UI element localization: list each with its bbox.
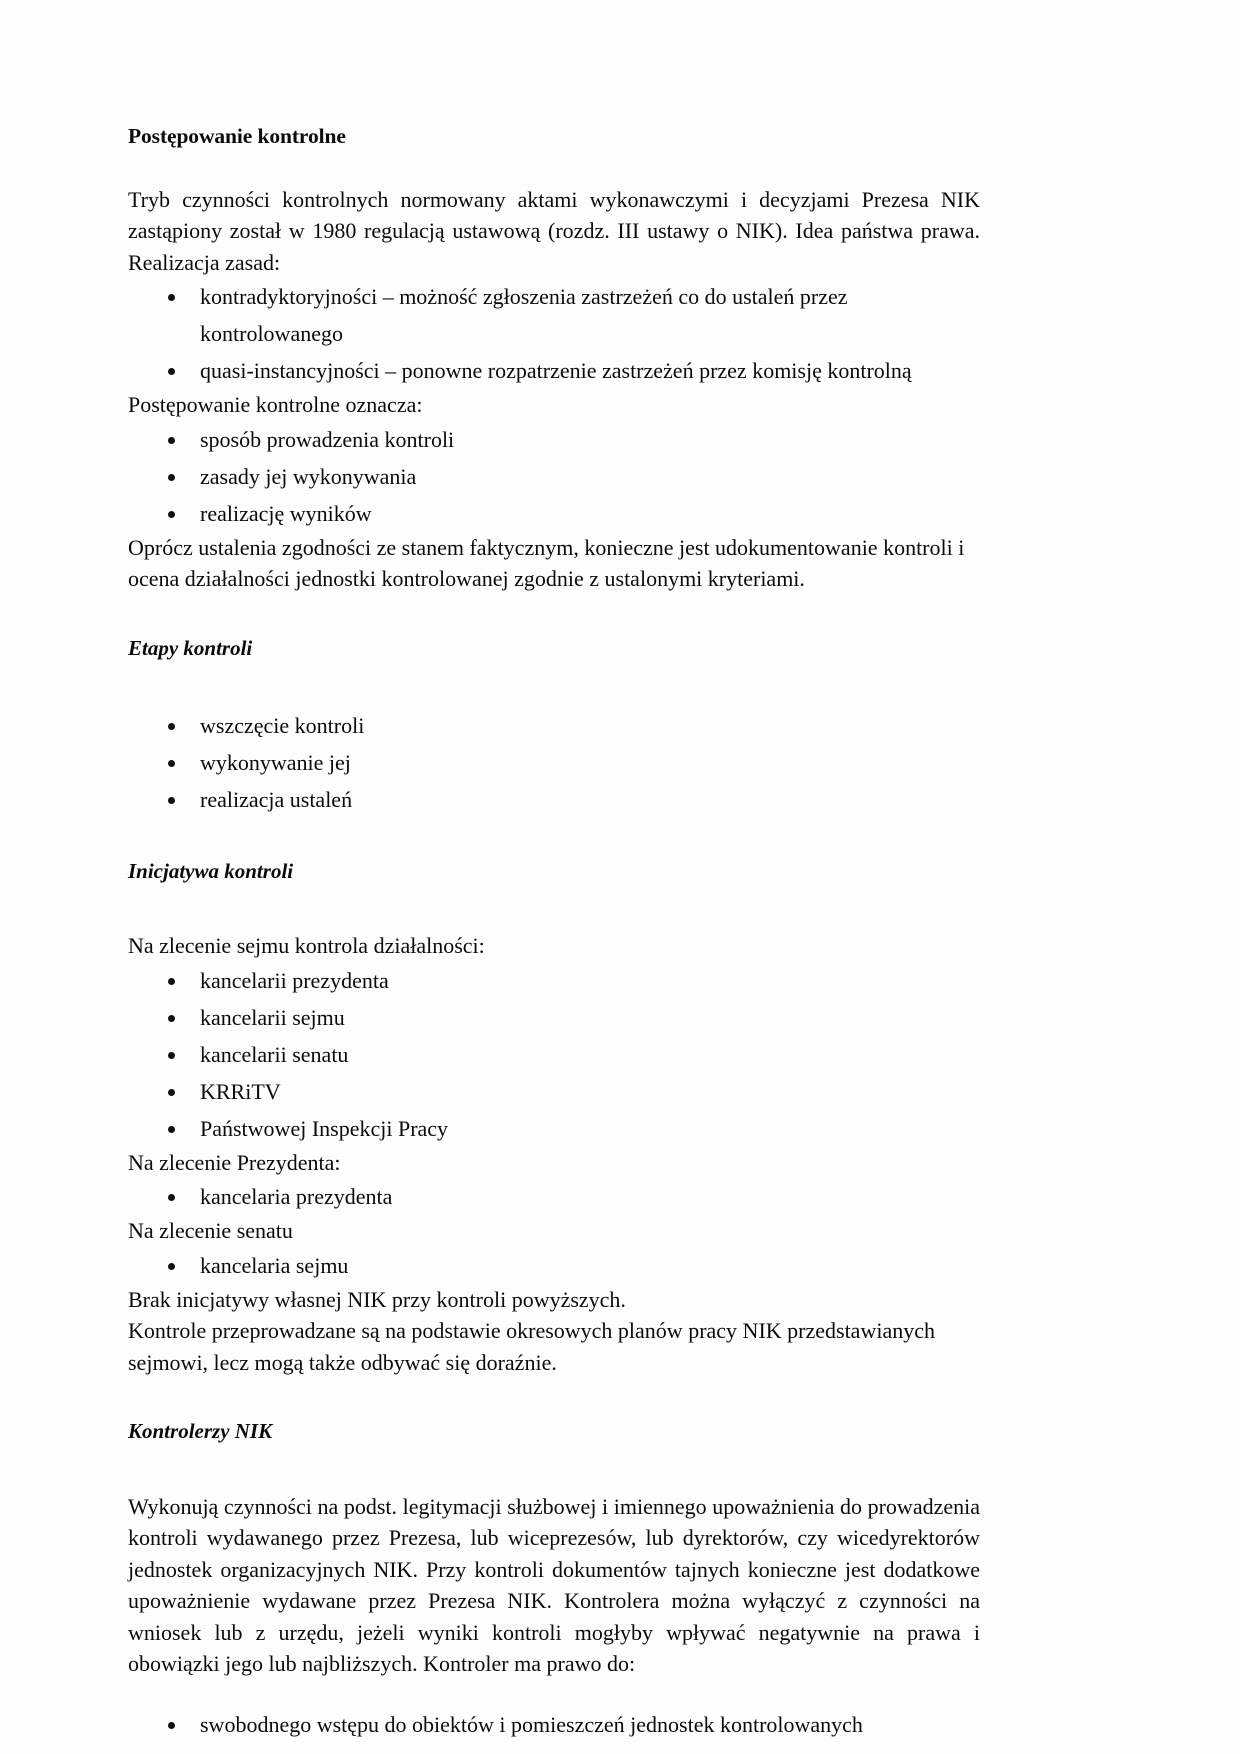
list-item: Państwowej Inspekcji Pracy bbox=[128, 1110, 980, 1147]
spacer bbox=[128, 1378, 980, 1418]
list-item: kancelarii prezydenta bbox=[128, 962, 980, 999]
closing-line-2: Kontrole przeprowadzane są na podstawie okresowych planów pracy NIK przedstawianych sejmowi, lecz mogą także odbywać się doraźnie. bbox=[128, 1318, 935, 1375]
closing-line-1: Brak inicjatywy własnej NIK przy kontroli powyższych. bbox=[128, 1286, 626, 1312]
list-item: zasady jej wykonywania bbox=[128, 458, 980, 495]
document-body bbox=[128, 124, 980, 1743]
list-item: KRRiTV bbox=[128, 1073, 980, 1110]
sejm-lead: Na zlecenie sejmu kontrola działalności: bbox=[128, 933, 485, 959]
list-item: kancelaria prezydenta bbox=[128, 1178, 980, 1215]
list-item: quasi-instancyjności – ponowne rozpatrzenie zastrzeżeń przez komisję kontrolną bbox=[128, 352, 980, 389]
list-item: wykonywanie jej bbox=[128, 744, 980, 781]
spacer bbox=[128, 1680, 980, 1706]
list-item: kancelarii senatu bbox=[128, 1036, 980, 1073]
meaning-lead: Postępowanie kontrolne oznacza: bbox=[128, 392, 423, 418]
list-item: kontradyktoryjności – możność zgłoszenia zastrzeżeń co do ustaleń przez kontrolowanego bbox=[128, 278, 980, 352]
president-lead: Na zlecenie Prezydenta: bbox=[128, 1149, 341, 1175]
list-item: wszczęcie kontroli bbox=[128, 707, 980, 744]
spacer bbox=[128, 595, 980, 635]
spacer bbox=[128, 884, 980, 930]
list-item: realizację wyników bbox=[128, 495, 980, 532]
senate-list bbox=[128, 1247, 980, 1284]
list-item: sposób prowadzenia kontroli bbox=[128, 421, 980, 458]
president-list bbox=[128, 1178, 980, 1215]
section-heading-etapy: Etapy kontroli bbox=[128, 635, 253, 660]
principles-list bbox=[128, 278, 980, 389]
etapy-list bbox=[128, 707, 980, 818]
kontroler-rights-list bbox=[128, 1706, 980, 1743]
spacer bbox=[128, 818, 980, 858]
page-title: Postępowanie kontrolne bbox=[128, 124, 346, 148]
spacer bbox=[128, 1445, 980, 1491]
intro-paragraph: Tryb czynności kontrolnych normowany aktami wykonawczymi i decyzjami Prezesa NIK zastąpiony został w 1980 regulacją ustawową (rozdz. III ustawy o NIK). Idea państwa prawa. Realizacja zasad: bbox=[128, 186, 980, 275]
section-heading-inicjatywa: Inicjatywa kontroli bbox=[128, 859, 294, 884]
documentation-paragraph: Oprócz ustalenia zgodności ze stanem faktycznym, konieczne jest udokumentowanie kontroli i ocena działalności jednostki kontrolowanej zgodnie z ustalonymi kryteriami. bbox=[128, 534, 965, 592]
list-item: swobodnego wstępu do obiektów i pomieszczeń jednostek kontrolowanych bbox=[128, 1706, 980, 1743]
list-item: realizacja ustaleń bbox=[128, 781, 980, 818]
spacer bbox=[128, 661, 980, 707]
meaning-list bbox=[128, 421, 980, 532]
section-heading-kontrolerzy: Kontrolerzy NIK bbox=[128, 1419, 273, 1444]
list-item: kancelaria sejmu bbox=[128, 1247, 980, 1284]
senate-lead: Na zlecenie senatu bbox=[128, 1218, 293, 1244]
kontrolerzy-paragraph: Wykonują czynności na podst. legitymacji służbowej i imiennego upoważnienia do prowadzenia kontroli wydawanego przez Prezesa, lub wiceprezesów, lub dyrektorów, czy wicedyrektorów jednostek organizacyjnych NIK. Przy kontroli dokumentów tajnych konieczne jest dodatkowe upoważnienie wydawane przez Prezesa NIK. Kontrolera można wyłączyć z czynności na wniosek lub z urzędu, jeżeli wyniki kontroli mogłyby wpływać negatywnie na prawa i obowiązki jego lub najbliższych. Kontroler ma prawo do: bbox=[128, 1493, 980, 1677]
sejm-list bbox=[128, 962, 980, 1147]
list-item: kancelarii sejmu bbox=[128, 999, 980, 1036]
